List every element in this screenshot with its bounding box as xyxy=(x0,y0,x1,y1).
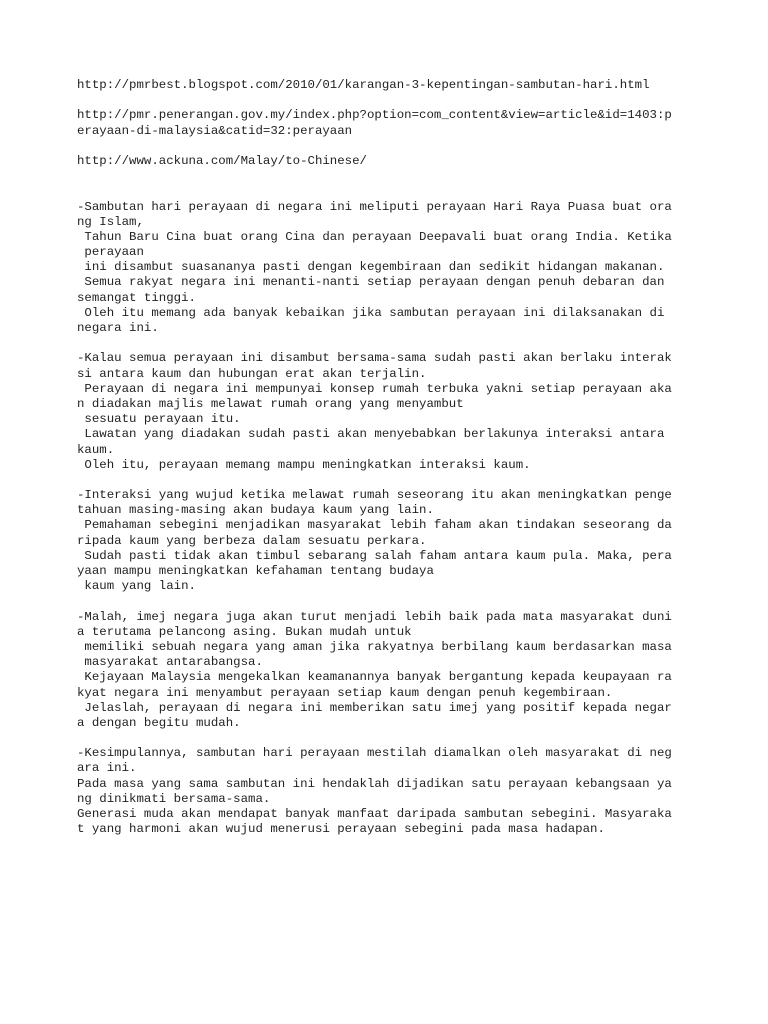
text-line: Semua rakyat negara ini menanti-nanti setiap perayaan dengan penuh debaran dan xyxy=(77,275,665,290)
text-line: memiliki sebuah negara yang aman jika rakyatnya berbilang kaum berdasarkan masa xyxy=(77,639,672,654)
text-block xyxy=(77,351,747,473)
text-line: ara ini. xyxy=(77,761,137,776)
text-line: tahuan masing-masing akan budaya kaum yang lain. xyxy=(77,503,434,518)
text-line: a dengan begitu mudah. xyxy=(77,715,241,730)
text-line: t yang harmoni akan wujud menerusi perayaan sebegini pada masa hadapan. xyxy=(77,822,605,837)
text-block xyxy=(77,200,747,337)
text-line: ini disambut suasananya pasti dengan kegembiraan dan sedikit hidangan makanan. xyxy=(77,260,665,275)
paragraph-gap xyxy=(77,473,747,488)
text-line: Lawatan yang diadakan sudah pasti akan menyebabkan berlakunya interaksi antara xyxy=(77,427,665,442)
text-block xyxy=(77,154,747,169)
text-line: si antara kaum dan hubungan erat akan terjalin. xyxy=(77,366,427,381)
text-line: erayaan-di-malaysia&catid=32:perayaan xyxy=(77,123,353,138)
text-line: negara ini. xyxy=(77,321,159,335)
text-line: semangat tinggi. xyxy=(77,290,196,305)
text-line: Pada masa yang sama sambutan ini hendaklah dijadikan satu perayaan kebangsaan ya xyxy=(77,776,672,791)
text-line: -Kesimpulannya, sambutan hari perayaan mestilah diamalkan oleh masyarakat di neg xyxy=(77,746,672,761)
text-line: -Interaksi yang wujud ketika melawat rumah seseorang itu akan meningkatkan penge xyxy=(77,488,672,503)
text-line: Jelaslah, perayaan di negara ini memberikan satu imej yang positif kepada negar xyxy=(77,700,672,715)
text-line: a terutama pelancong asing. Bukan mudah untuk xyxy=(77,624,412,639)
text-block xyxy=(77,610,747,732)
text-line: yaan mampu meningkatkan kefahaman tentang budaya xyxy=(77,564,434,578)
paragraph-gap xyxy=(77,336,747,351)
text-line: kaum. xyxy=(77,442,115,457)
paragraph-gap xyxy=(77,139,747,154)
text-line: Tahun Baru Cina buat orang Cina dan perayaan Deepavali buat orang India. Ketika xyxy=(77,229,672,244)
text-line: masyarakat antarabangsa. xyxy=(77,655,263,670)
text-line: n diadakan majlis melawat rumah orang yang menyambut xyxy=(77,396,464,411)
text-line: Oleh itu memang ada banyak kebaikan jika sambutan perayaan ini dilaksanakan di xyxy=(77,305,665,320)
text-line: ng Islam, xyxy=(77,214,144,229)
paragraph-gap xyxy=(77,731,747,746)
text-line: ng dinikmati bersama-sama. xyxy=(77,791,271,806)
text-line: Oleh itu, perayaan memang mampu meningkatkan interaksi kaum. xyxy=(77,457,531,472)
paragraph-gap xyxy=(77,184,747,199)
text-line: -Sambutan hari perayaan di negara ini meliputi perayaan Hari Raya Puasa buat ora xyxy=(77,199,672,214)
text-line: ripada kaum yang berbeza dalam sesuatu perkara. xyxy=(77,533,427,548)
paragraph-gap xyxy=(77,169,747,184)
text-line: -Kalau semua perayaan ini disambut bersama-sama sudah pasti akan berlaku interak xyxy=(77,351,672,366)
text-line: http://www.ackuna.com/Malay/to-Chinese/ xyxy=(77,153,367,168)
text-line: kyat negara ini menyambut perayaan setiap kaum dengan penuh kegembiraan. xyxy=(77,685,613,700)
text-line: Kejayaan Malaysia mengekalkan keamanannya banyak bergantung kepada keupayaan ra xyxy=(77,670,672,685)
document-body xyxy=(77,78,747,837)
text-line: http://pmr.penerangan.gov.my/index.php?option=com_content&view=article&id=1403:p xyxy=(77,108,672,123)
text-block xyxy=(77,78,747,93)
text-line: Generasi muda akan mendapat banyak manfaat daripada sambutan sebegini. Masyaraka xyxy=(77,807,672,821)
text-line: Sudah pasti tidak akan timbul sebarang salah faham antara kaum pula. Maka, pera xyxy=(77,548,672,563)
text-line: sesuatu perayaan itu. xyxy=(77,412,241,427)
text-block xyxy=(77,488,747,594)
text-line: -Malah, imej negara juga akan turut menjadi lebih baik pada mata masyarakat duni xyxy=(77,609,672,624)
text-line: Perayaan di negara ini mempunyai konsep rumah terbuka yakni setiap perayaan aka xyxy=(77,381,672,396)
text-block xyxy=(77,746,747,837)
text-line: perayaan xyxy=(77,245,144,260)
paragraph-gap xyxy=(77,93,747,108)
text-line: http://pmrbest.blogspot.com/2010/01/karangan-3-kepentingan-sambutan-hari.html xyxy=(77,78,650,92)
text-line: kaum yang lain. xyxy=(77,579,196,594)
text-block xyxy=(77,108,747,138)
paragraph-gap xyxy=(77,594,747,609)
text-line: Pemahaman sebegini menjadikan masyarakat lebih faham akan tindakan seseorang da xyxy=(77,518,672,533)
